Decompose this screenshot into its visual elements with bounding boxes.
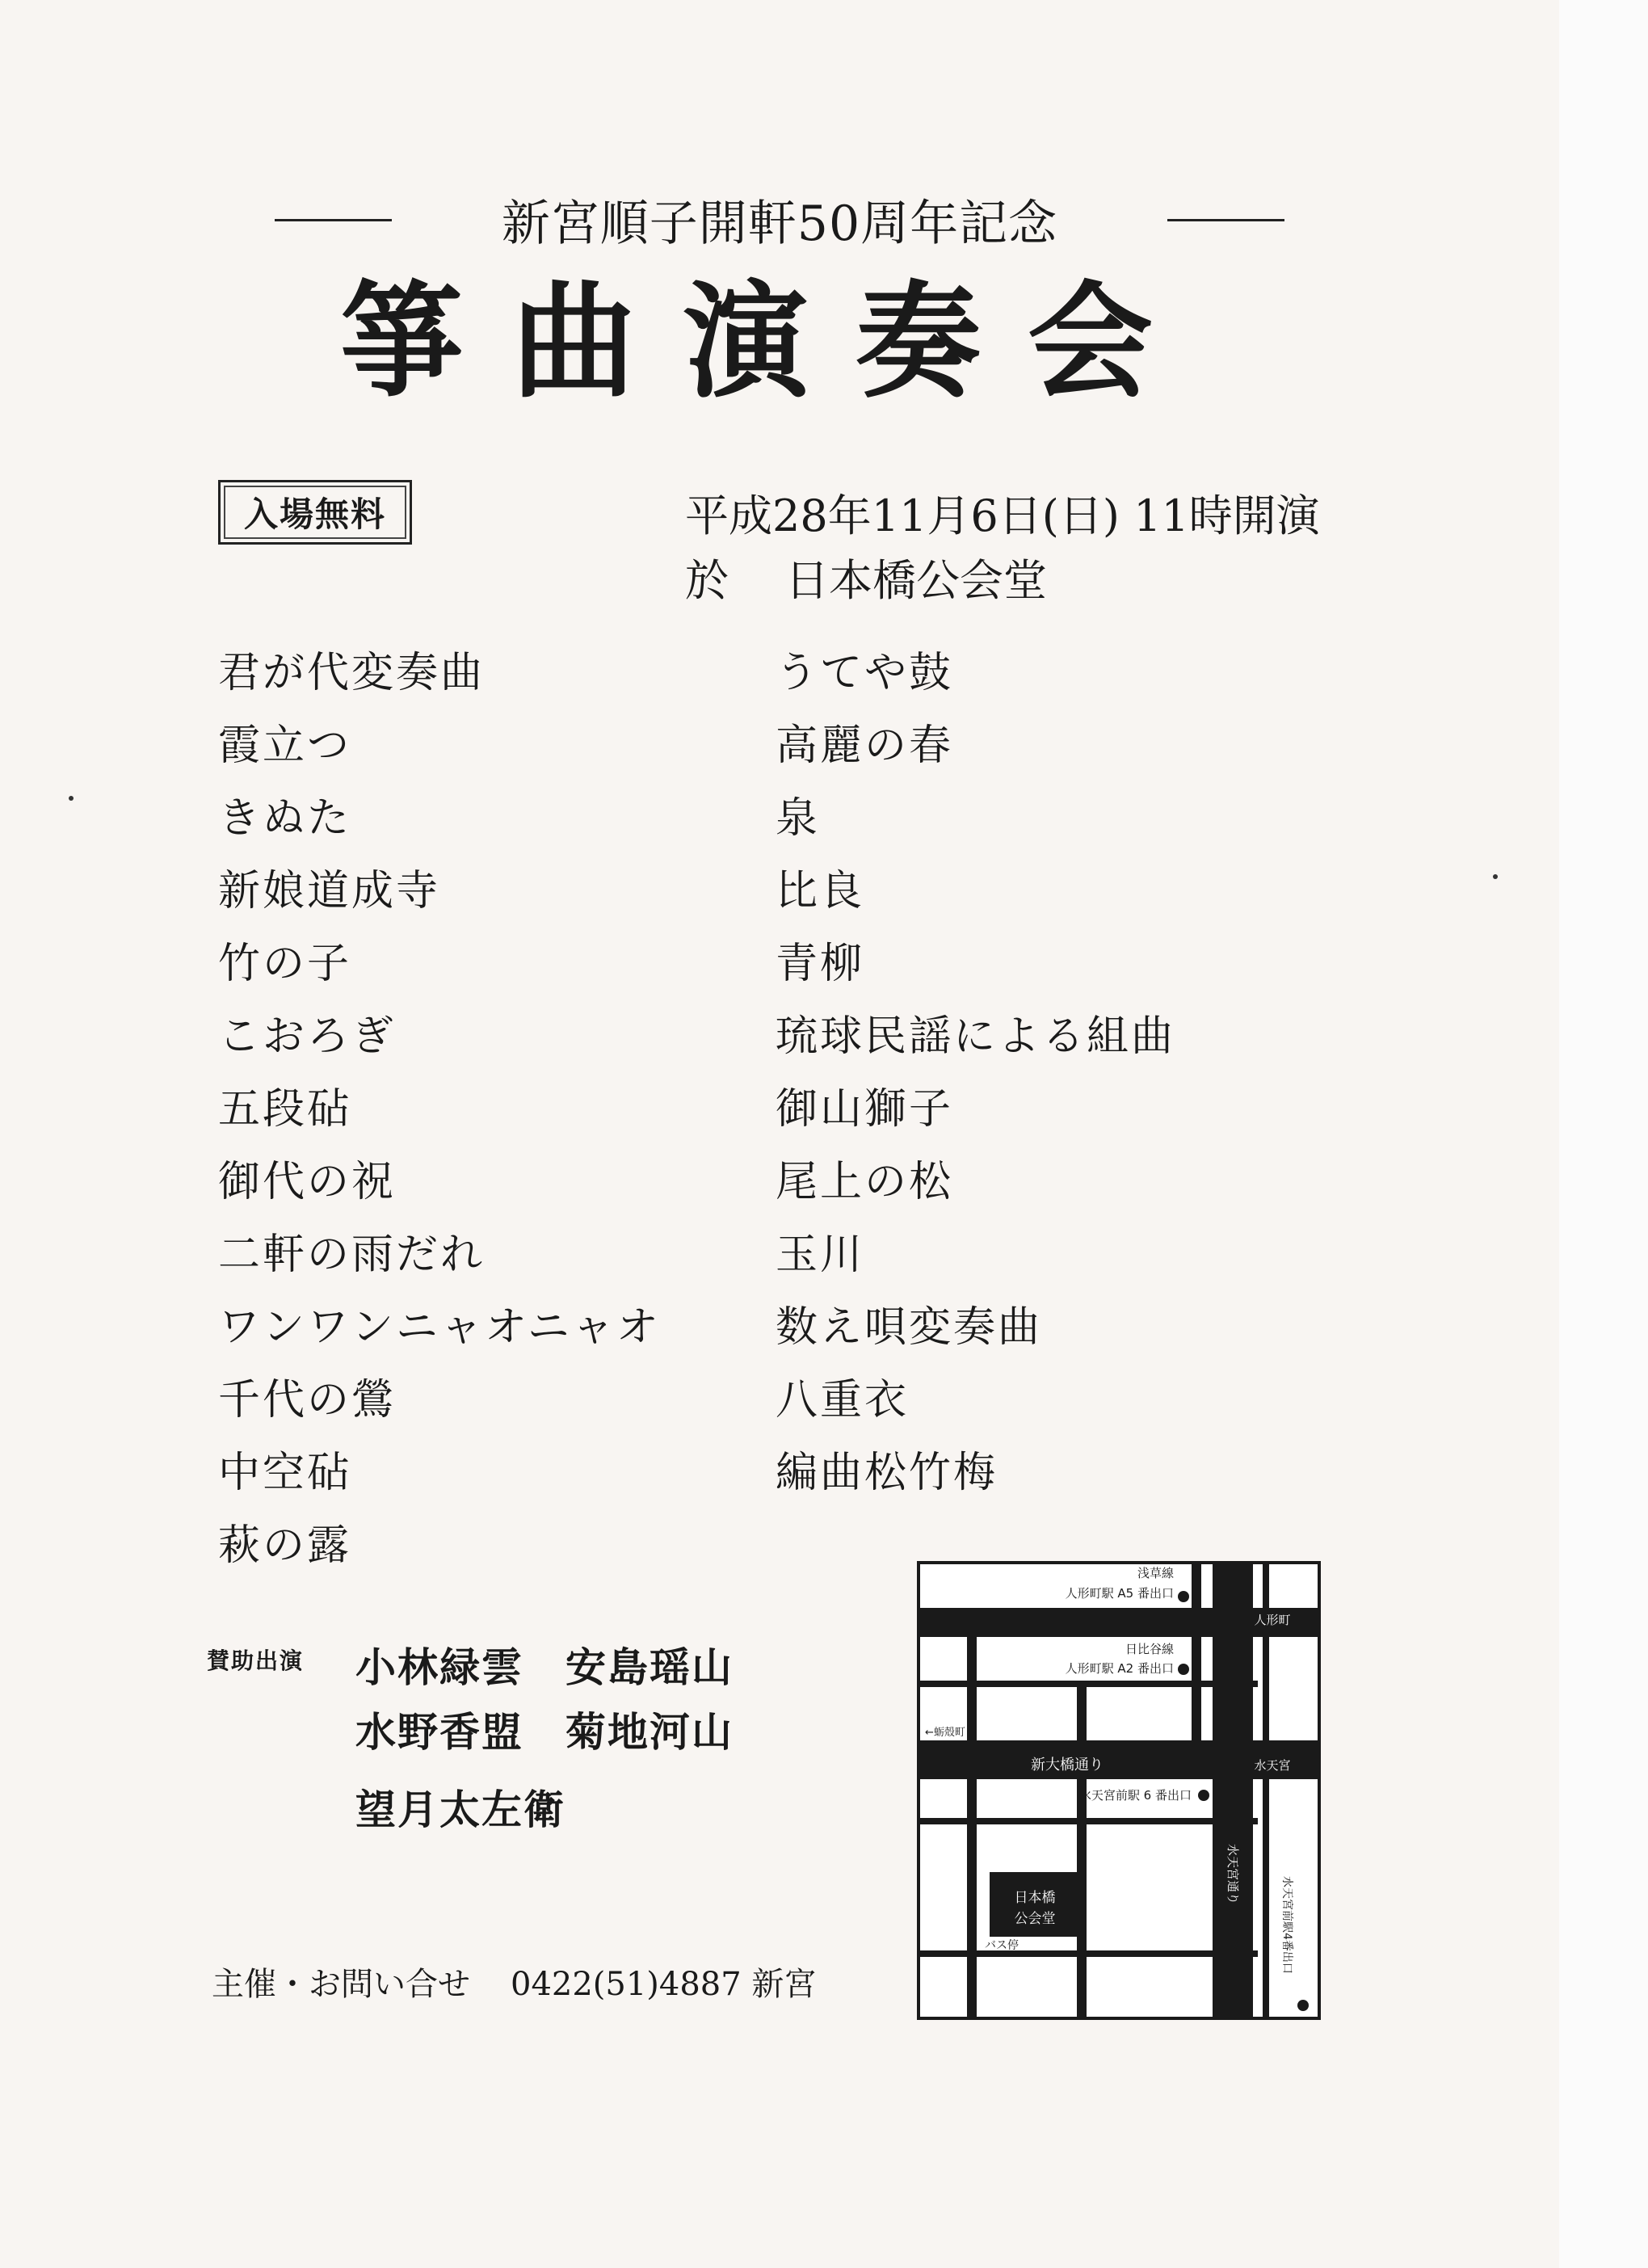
- anniversary-subtitle: 新宮順子開軒50周年記念: [501, 196, 1058, 252]
- performer-name: 小林緑雲: [355, 1643, 523, 1691]
- program-item: 君が代変奏曲: [218, 649, 486, 697]
- side-street: [1213, 1563, 1253, 2018]
- map-label-shin-ohashi-dori: 新大橋通り: [1031, 1757, 1104, 1774]
- venue-label: 於: [685, 555, 729, 606]
- program-item: 比良: [776, 867, 865, 915]
- concert-title: 箏曲演奏会: [339, 267, 1200, 415]
- map-label-asakusa-line: 浅草線: [1137, 1566, 1174, 1580]
- event-date-time: 平成28年11月6日(日) 11時開演: [685, 490, 1320, 541]
- guest-performers-grid: [355, 1632, 776, 1761]
- program-item: 青柳: [776, 940, 865, 988]
- map-label-kakigaracho: ←蛎殻町: [925, 1727, 965, 1739]
- program-item: 玉川: [776, 1231, 865, 1279]
- map-label-suitengu: 水天宮: [1254, 1758, 1291, 1773]
- performer-name: 安島瑶山: [565, 1643, 734, 1691]
- program-item: 御山獅子: [776, 1085, 954, 1134]
- map-label-hall-line2: 公会堂: [1014, 1911, 1056, 1927]
- map-label-exit-4: 水天宮前駅4番出口: [1280, 1876, 1293, 1974]
- contact-label: 主催・お問い合せ: [212, 1966, 470, 2003]
- program-item: きぬた: [218, 794, 352, 843]
- map-label-exit-a2: 人形町駅 A2 番出口: [1065, 1661, 1174, 1676]
- program-list-left: [218, 645, 661, 1590]
- program-item: 千代の鶯: [218, 1376, 397, 1424]
- performer-row: [355, 1697, 776, 1761]
- street: [967, 1637, 977, 2018]
- scan-speck: [69, 796, 74, 801]
- map-label-hibiya-line: 日比谷線: [1125, 1642, 1174, 1656]
- program-item: 泉: [776, 794, 821, 843]
- performer-row: [355, 1632, 776, 1697]
- right-rule: [1167, 219, 1284, 221]
- program-item: うてや鼓: [776, 649, 954, 697]
- venue-map: [917, 1561, 1321, 2020]
- program-item: 二軒の雨だれ: [218, 1231, 486, 1279]
- bus-stop-marker: [972, 1917, 975, 1928]
- program-item: 中空砧: [218, 1449, 352, 1497]
- program-item: 霞立つ: [218, 722, 352, 770]
- street: [1192, 1563, 1201, 1750]
- map-label-bus-stop: バス停: [985, 1939, 1019, 1952]
- program-item: ワンワンニャオニャオ: [218, 1303, 661, 1352]
- venue-name: 日本橋公会堂: [785, 555, 1047, 606]
- program-item: 新娘道成寺: [218, 867, 441, 915]
- left-rule: [275, 219, 392, 221]
- map-label-exit-a5: 人形町駅 A5 番出口: [1065, 1586, 1174, 1601]
- program-item: 高麗の春: [776, 722, 954, 770]
- performer-name: 望月太左衛: [355, 1786, 565, 1833]
- program-item: 編曲松竹梅: [776, 1449, 998, 1497]
- street: [919, 1740, 1319, 1750]
- event-venue: [685, 546, 1047, 608]
- free-admission-badge: [218, 480, 412, 545]
- exit-marker: [1178, 1591, 1189, 1602]
- program-item: 琉球民謡による組曲: [776, 1012, 1176, 1061]
- contact-name: 新宮: [751, 1966, 817, 2003]
- program-item: 萩の露: [218, 1521, 352, 1570]
- contact-line: [212, 1959, 816, 2005]
- subtitle-row: [275, 187, 1284, 252]
- program-item: こおろぎ: [218, 1012, 397, 1061]
- exit-marker: [1178, 1664, 1189, 1675]
- program-item: 御代の祝: [218, 1158, 397, 1206]
- free-admission-label: 入場無料: [224, 486, 406, 539]
- program-item: 数え唄変奏曲: [776, 1303, 1043, 1352]
- guest-performers-label: 賛助出演: [207, 1647, 305, 1674]
- program-item: 尾上の松: [776, 1158, 954, 1206]
- exit-marker: [1297, 2000, 1309, 2011]
- performer-name: 菊地河山: [565, 1708, 734, 1756]
- map-label-suitengu-dori: 水天宮通り: [1225, 1844, 1240, 1905]
- map-label-exit-6: 水天宮前駅 6 番出口: [1078, 1788, 1192, 1803]
- program-list-right: [776, 645, 1175, 1517]
- program-item: 竹の子: [218, 940, 352, 988]
- scan-speck: [1493, 874, 1498, 879]
- program-item: 八重衣: [776, 1376, 910, 1424]
- exit-marker: [1198, 1790, 1209, 1801]
- scan-margin: [1559, 0, 1648, 2268]
- street: [1077, 1687, 1087, 2018]
- program-item: 五段砧: [218, 1085, 352, 1134]
- map-label-ningyocho: 人形町: [1254, 1613, 1291, 1627]
- contact-phone: 0422(51)4887: [511, 1966, 742, 2003]
- street: [1263, 1563, 1269, 2018]
- map-label-hall-line1: 日本橋: [1014, 1890, 1056, 1906]
- performer-name: 水野香盟: [355, 1708, 523, 1756]
